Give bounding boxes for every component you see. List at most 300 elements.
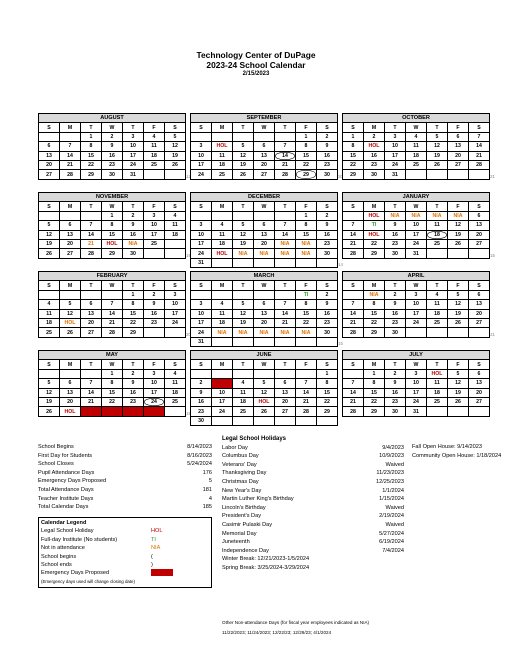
day-cell (469, 170, 490, 179)
day-cell: 6 (469, 290, 490, 299)
summary-label: First Day for Students (38, 452, 93, 459)
day-cell (427, 170, 448, 179)
day-cell: 14 (343, 309, 364, 318)
summary-value: 181 (202, 486, 212, 493)
day-cell: 26 (427, 160, 448, 169)
day-cell (254, 211, 275, 220)
day-cell: 29 (364, 328, 385, 337)
month-day-count: 12 (186, 173, 191, 179)
day-cell: 13 (81, 309, 102, 318)
day-cell: 7 (275, 142, 296, 151)
day-cell (144, 249, 165, 258)
day-cell: 24 (406, 318, 427, 327)
day-cell: NIA (364, 290, 385, 299)
month-title: MARCH (191, 272, 338, 281)
day-cell (81, 290, 102, 299)
day-cell: 14 (296, 388, 317, 397)
day-cell: 12 (39, 230, 60, 239)
day-cell (165, 249, 186, 258)
event-item: Community Open House: 1/18/2024 (412, 452, 502, 459)
weekday-header: S (165, 360, 186, 369)
day-cell: 20 (254, 160, 275, 169)
weekday-header: T (385, 360, 406, 369)
holiday-name: Labor Day (222, 444, 248, 451)
legend-emergency (41, 569, 209, 577)
calendar-header (0, 50, 512, 78)
day-cell: 18 (212, 239, 233, 248)
day-cell: 24 (165, 318, 186, 327)
summary-row (38, 495, 212, 504)
day-cell: 15 (102, 230, 123, 239)
summary-value: 4 (208, 495, 212, 502)
day-cell: 20 (254, 239, 275, 248)
day-cell: 13 (60, 388, 81, 397)
month-august (38, 113, 191, 180)
day-cell: 23 (317, 239, 338, 248)
weekday-header: T (123, 360, 144, 369)
day-cell: 9 (144, 300, 165, 309)
day-cell: 22 (343, 160, 364, 169)
day-cell: 21 (469, 151, 490, 160)
day-cell: 19 (233, 318, 254, 327)
legend-label: Not in attendance (41, 545, 85, 552)
weekday-header: W (406, 123, 427, 132)
weekday-header: S (39, 123, 60, 132)
day-cell: 8 (123, 300, 144, 309)
day-cell: 9 (123, 379, 144, 388)
day-cell: 10 (191, 230, 212, 239)
day-cell: 18 (39, 318, 60, 327)
day-cell (406, 328, 427, 337)
day-cell: 16 (364, 151, 385, 160)
holiday-name: Juneteenth (222, 539, 250, 546)
day-cell: EDP (123, 407, 144, 416)
day-cell: 19 (427, 151, 448, 160)
day-cell (275, 290, 296, 299)
weekday-header: W (406, 281, 427, 290)
day-cell: 8 (81, 142, 102, 151)
weekday-header: F (296, 123, 317, 132)
day-cell: 6 (60, 379, 81, 388)
day-cell: 14 (343, 388, 364, 397)
calendar-date: 2/15/2023 (242, 71, 270, 77)
weekday-header: W (406, 202, 427, 211)
day-cell (212, 369, 233, 378)
day-cell: 11 (212, 151, 233, 160)
day-cell: 25 (233, 407, 254, 416)
day-cell: 10 (406, 221, 427, 230)
legend-label: Legal School Holiday (41, 528, 94, 535)
day-cell: 13 (469, 300, 490, 309)
day-cell (254, 132, 275, 141)
weekday-header: S (317, 360, 338, 369)
day-cell: 30 (317, 249, 338, 258)
holiday-name: Casimir Pulaski Day (222, 521, 273, 528)
day-cell: 26 (233, 170, 254, 179)
day-cell: 18 (406, 151, 427, 160)
day-cell: NIA (385, 211, 406, 220)
weekday-header: T (385, 123, 406, 132)
day-cell: 29 (364, 407, 385, 416)
day-cell: 10 (144, 221, 165, 230)
holiday-date: 12/25/2023 (376, 478, 404, 485)
day-cell: 1 (343, 132, 364, 141)
day-cell: EDP (102, 407, 123, 416)
day-cell: 16 (317, 309, 338, 318)
day-cell (469, 328, 490, 337)
weekday-header: W (406, 360, 427, 369)
day-cell (254, 369, 275, 378)
other-dates: 11/22/2023; 11/24/2023; 12/22/23; 12/29/23; 4/1/2024 (222, 630, 332, 635)
day-cell: 12 (254, 388, 275, 397)
day-cell: 24 (191, 249, 212, 258)
day-cell (296, 337, 317, 346)
holiday-date: 1/15/2024 (379, 496, 404, 503)
weekday-header: S (343, 123, 364, 132)
day-cell (343, 211, 364, 220)
day-cell: 20 (60, 397, 81, 406)
day-cell: 10 (123, 142, 144, 151)
day-cell: 27 (60, 249, 81, 258)
day-cell: 17 (191, 318, 212, 327)
day-cell: 10 (212, 388, 233, 397)
day-cell: 9 (317, 300, 338, 309)
weekday-header: W (102, 360, 123, 369)
day-cell: 23 (385, 239, 406, 248)
day-cell: 22 (364, 397, 385, 406)
day-cell: HOL (102, 239, 123, 248)
day-cell (39, 132, 60, 141)
day-cell: 17 (191, 239, 212, 248)
day-cell: 7 (343, 221, 364, 230)
day-cell: 28 (343, 249, 364, 258)
summary-value: 5 (208, 478, 212, 485)
day-cell: 17 (406, 388, 427, 397)
day-cell: 11 (233, 388, 254, 397)
day-cell: 2 (385, 290, 406, 299)
day-cell: 20 (469, 388, 490, 397)
day-cell (191, 290, 212, 299)
day-cell: 23 (385, 397, 406, 406)
day-cell: 14 (469, 142, 490, 151)
day-cell: 25 (39, 328, 60, 337)
day-cell (233, 416, 254, 425)
day-cell: 3 (406, 290, 427, 299)
day-cell (427, 328, 448, 337)
holiday-row (222, 547, 404, 556)
holiday-date: Waived (385, 504, 404, 511)
day-cell: 12 (448, 379, 469, 388)
month-february (38, 271, 191, 338)
day-cell: 7 (469, 132, 490, 141)
legend-symbol: ) (151, 562, 153, 569)
weekday-header: T (233, 360, 254, 369)
month-day-count: 19 (186, 252, 191, 258)
day-cell: 15 (317, 388, 338, 397)
day-cell: TI (364, 221, 385, 230)
holiday-name: Thanksgiving Day (222, 470, 267, 477)
day-cell: 21 (343, 239, 364, 248)
day-cell: HOL (212, 142, 233, 151)
weekday-header: T (275, 360, 296, 369)
day-cell: 8 (296, 142, 317, 151)
day-cell: 29 (296, 170, 317, 179)
legend-emergency-swatch: EDP (151, 569, 173, 576)
day-cell (406, 170, 427, 179)
day-cell: HOL (254, 397, 275, 406)
day-cell (469, 407, 490, 416)
day-cell: 21 (275, 318, 296, 327)
day-cell (212, 258, 233, 267)
holiday-row (222, 538, 404, 547)
weekday-header: M (364, 360, 385, 369)
day-cell: 30 (191, 416, 212, 425)
day-cell: 25 (144, 160, 165, 169)
day-cell (144, 328, 165, 337)
weekday-header: W (254, 202, 275, 211)
weekday-header: M (364, 202, 385, 211)
day-cell: 29 (102, 249, 123, 258)
day-cell (275, 416, 296, 425)
holiday-row (222, 487, 404, 496)
day-cell: HOL (212, 249, 233, 258)
weekday-header: M (212, 281, 233, 290)
day-cell: 20 (254, 318, 275, 327)
weekday-header: T (233, 202, 254, 211)
day-cell: 19 (448, 309, 469, 318)
weekday-header: S (165, 281, 186, 290)
weekday-header: S (469, 281, 490, 290)
weekday-header: T (385, 281, 406, 290)
day-cell: 6 (39, 142, 60, 151)
day-cell: NIA (296, 249, 317, 258)
summary-value: 8/16/2023 (187, 452, 212, 459)
month-day-count: 15 (490, 252, 495, 258)
day-cell: 16 (385, 309, 406, 318)
day-cell (212, 132, 233, 141)
day-cell: 12 (427, 142, 448, 151)
holiday-row (222, 530, 404, 539)
day-cell (275, 258, 296, 267)
day-cell: 9 (385, 379, 406, 388)
day-cell: 26 (448, 318, 469, 327)
day-cell: 25 (165, 397, 186, 406)
holiday-row (222, 452, 404, 461)
day-cell: 19 (448, 388, 469, 397)
day-cell: 10 (191, 309, 212, 318)
weekday-header: W (254, 281, 275, 290)
day-cell: 5 (165, 132, 186, 141)
day-cell: 16 (102, 151, 123, 160)
day-cell: HOL (60, 318, 81, 327)
day-cell: 10 (144, 379, 165, 388)
day-cell (212, 416, 233, 425)
other-title: Other Non-attendance Days (for fiscal year employees indicated as NIA) (222, 620, 370, 625)
day-cell (81, 369, 102, 378)
day-cell: 15 (81, 151, 102, 160)
weekday-header: S (469, 123, 490, 132)
day-cell: 26 (448, 239, 469, 248)
day-cell: 2 (364, 132, 385, 141)
day-cell (60, 369, 81, 378)
day-cell: EDP (81, 407, 102, 416)
weekday-header: F (448, 123, 469, 132)
day-cell: 11 (212, 230, 233, 239)
day-cell: 12 (448, 221, 469, 230)
summary-row (38, 477, 212, 486)
holiday-row (222, 444, 404, 453)
day-cell: 8 (296, 221, 317, 230)
day-cell: 11 (427, 300, 448, 309)
month-day-count: 15 (338, 341, 343, 347)
day-cell: 14 (275, 151, 296, 160)
holiday-name: Lincoln's Birthday (222, 504, 266, 511)
day-cell: 5 (448, 369, 469, 378)
day-cell: 18 (233, 397, 254, 406)
day-cell: 29 (81, 170, 102, 179)
month-title: JULY (343, 351, 490, 360)
day-cell: 12 (233, 151, 254, 160)
day-cell (165, 407, 186, 416)
weekday-header: F (144, 202, 165, 211)
day-cell: 13 (448, 142, 469, 151)
day-cell: 14 (275, 309, 296, 318)
day-cell: 7 (81, 221, 102, 230)
holiday-row (222, 504, 404, 513)
holiday-date: Waived (385, 461, 404, 468)
day-cell (60, 290, 81, 299)
day-cell: 19 (448, 230, 469, 239)
month-july (342, 350, 495, 417)
day-cell: 2 (317, 132, 338, 141)
day-cell: 2 (317, 290, 338, 299)
events-list (412, 443, 512, 460)
weekday-header: T (275, 281, 296, 290)
calendar-legend (38, 517, 212, 588)
day-cell: 22 (296, 160, 317, 169)
day-cell: 8 (364, 379, 385, 388)
day-cell: 5 (233, 142, 254, 151)
day-cell: 2 (102, 132, 123, 141)
weekday-header: S (317, 281, 338, 290)
holiday-name: Memorial Day (222, 530, 257, 537)
day-cell: 17 (165, 309, 186, 318)
weekday-header: S (343, 360, 364, 369)
month-title: FEBRUARY (39, 272, 186, 281)
weekday-header: S (317, 123, 338, 132)
summary-label: School Closes (38, 461, 74, 468)
day-cell: 26 (448, 397, 469, 406)
day-cell: 28 (296, 407, 317, 416)
day-cell: 3 (191, 221, 212, 230)
weekday-header: S (39, 202, 60, 211)
day-cell: 7 (102, 300, 123, 309)
day-cell (39, 369, 60, 378)
month-june (190, 350, 343, 426)
day-cell: 31 (123, 170, 144, 179)
weekday-header: S (191, 123, 212, 132)
day-cell: 7 (275, 221, 296, 230)
weekday-header: T (81, 360, 102, 369)
legend-item (41, 553, 209, 561)
weekday-header: S (343, 281, 364, 290)
day-cell: 21 (296, 397, 317, 406)
weekday-header: M (364, 281, 385, 290)
day-cell: 12 (233, 230, 254, 239)
day-cell: 23 (191, 407, 212, 416)
day-cell (165, 328, 186, 337)
legend-symbol: NIA (151, 545, 161, 552)
day-cell: 10 (406, 300, 427, 309)
day-cell: 22 (123, 318, 144, 327)
day-cell: 7 (60, 142, 81, 151)
day-cell: 13 (254, 230, 275, 239)
day-cell (191, 369, 212, 378)
day-cell: 13 (254, 309, 275, 318)
day-cell (81, 211, 102, 220)
day-cell: 19 (233, 239, 254, 248)
day-cell: 16 (385, 230, 406, 239)
day-cell: 28 (81, 249, 102, 258)
day-cell: 9 (317, 142, 338, 151)
day-cell: 3 (191, 300, 212, 309)
weekday-header: M (60, 281, 81, 290)
day-cell: 12 (448, 300, 469, 309)
day-cell: 2 (317, 211, 338, 220)
weekday-header: T (123, 123, 144, 132)
weekday-header: S (39, 360, 60, 369)
day-cell: 30 (385, 328, 406, 337)
legend-item (41, 544, 209, 552)
day-cell: 21 (102, 318, 123, 327)
day-cell: 6 (275, 379, 296, 388)
day-cell: 5 (233, 221, 254, 230)
day-cell (212, 211, 233, 220)
holiday-date: Waived (385, 521, 404, 528)
day-cell (343, 290, 364, 299)
day-cell: 4 (233, 379, 254, 388)
holiday-name: Independence Day (222, 547, 269, 554)
school-name: Technology Center of DuPage (196, 50, 316, 60)
holiday-name: New Year's Day (222, 487, 262, 494)
legend-label: Full-day Institute (No students) (41, 536, 118, 543)
day-cell: 6 (469, 211, 490, 220)
summary-row (38, 460, 212, 469)
day-cell: 10 (406, 379, 427, 388)
holiday-date: 5/27/2024 (379, 530, 404, 537)
holiday-name: Christmas Day (222, 478, 259, 485)
day-cell: 7 (343, 379, 364, 388)
summary-list (38, 443, 212, 512)
day-cell (469, 249, 490, 258)
day-cell: 10 (165, 300, 186, 309)
summary-value: 185 (202, 504, 212, 511)
day-cell: 25 (406, 160, 427, 169)
day-cell: 15 (102, 388, 123, 397)
holiday-date: 6/19/2024 (379, 539, 404, 546)
day-cell: 13 (275, 388, 296, 397)
month-day-count: 21 (490, 173, 495, 179)
legend-symbol: HOL (151, 528, 163, 535)
day-cell: 14 (343, 230, 364, 239)
day-cell: NIA (275, 249, 296, 258)
month-november (38, 192, 191, 259)
day-cell: 20 (81, 318, 102, 327)
month-april (342, 271, 495, 338)
weekday-header: W (102, 281, 123, 290)
day-cell (275, 132, 296, 141)
day-cell: 17 (191, 160, 212, 169)
